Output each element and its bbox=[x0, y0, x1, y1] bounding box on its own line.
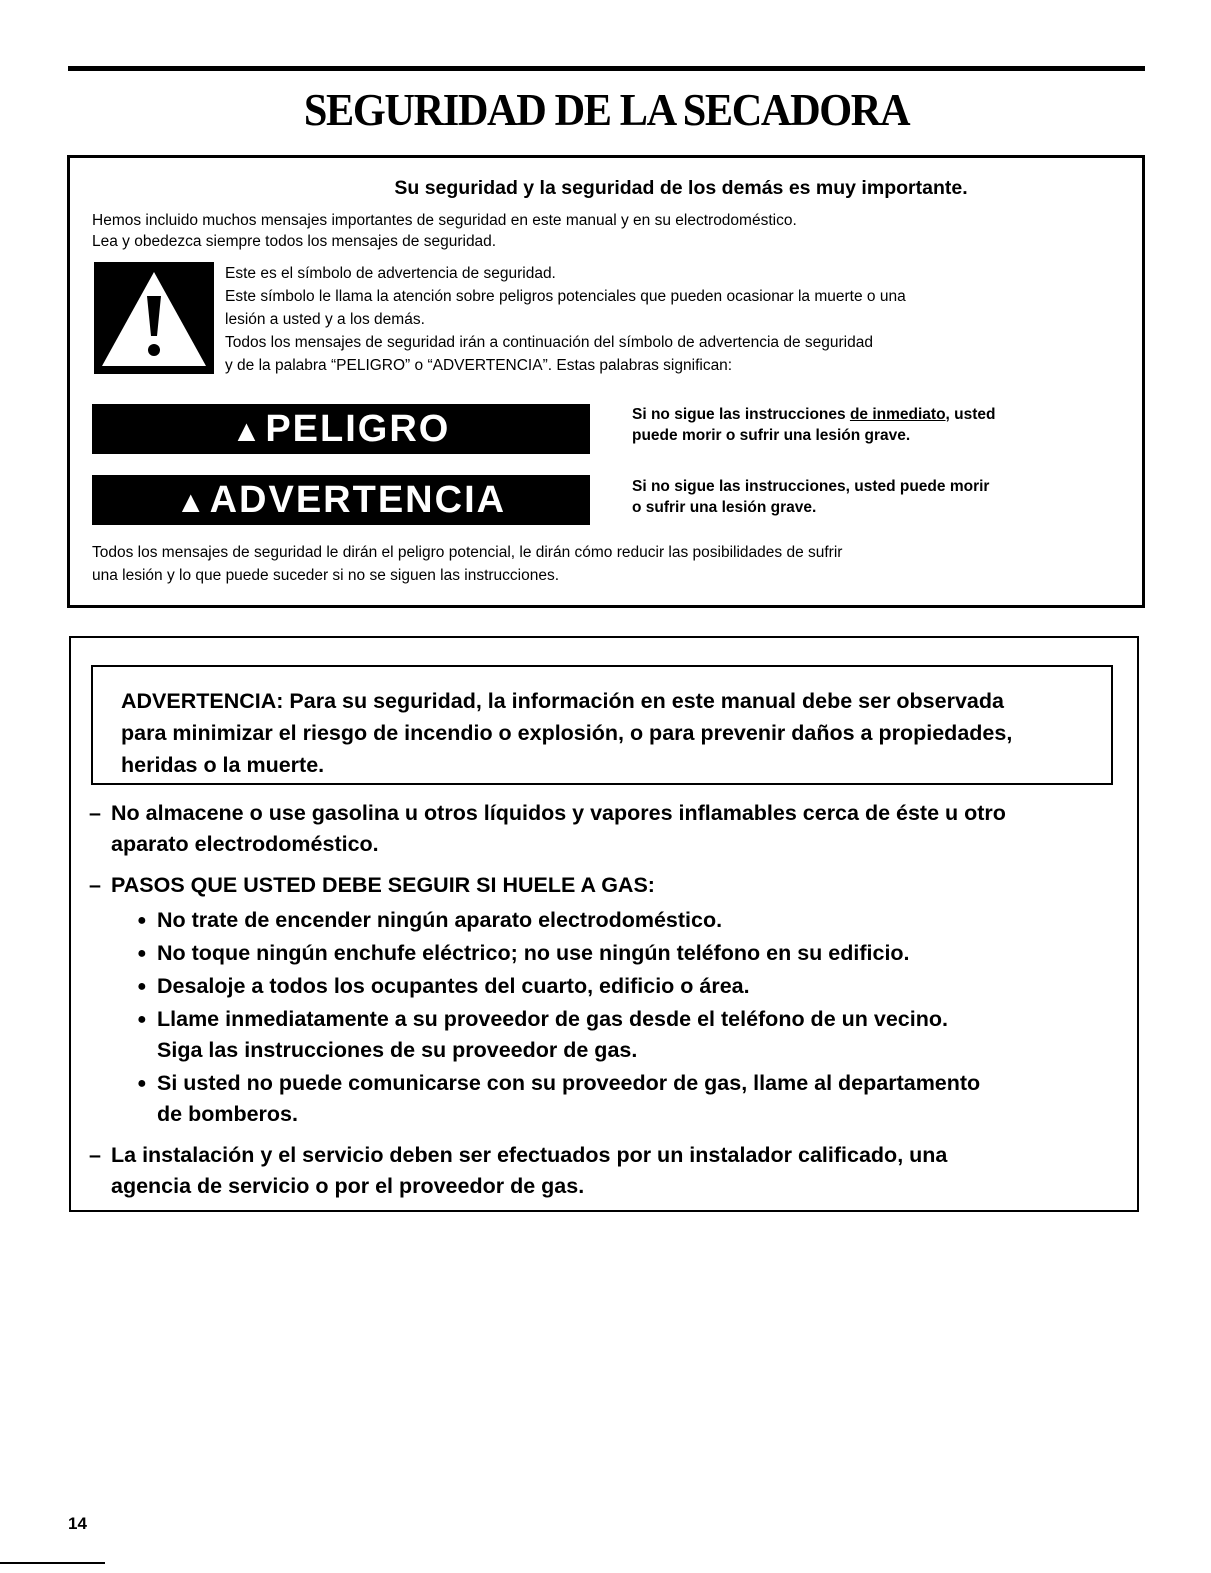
peligro-description bbox=[632, 404, 1112, 446]
peligro-signal-word bbox=[92, 404, 590, 454]
bullet-dot-icon: ● bbox=[137, 912, 147, 929]
dash-bullet: – bbox=[89, 801, 101, 825]
advertencia-desc-line: Si no sigue las instrucciones, usted puede morir bbox=[632, 478, 990, 495]
item-line: No almacene o use gasolina u otros líquidos y vapores inflamables cerca de éste u otro bbox=[111, 801, 1006, 825]
symbol-line: Este es el símbolo de advertencia de seguridad. bbox=[225, 265, 556, 282]
warning-triangle-icon: ▲ bbox=[175, 486, 206, 519]
bullet-dot-icon: ● bbox=[137, 945, 147, 962]
safety-footer bbox=[92, 541, 1112, 587]
gas-steps-list bbox=[111, 905, 1129, 1130]
gas-warning-box bbox=[69, 636, 1139, 1212]
safety-alert-icon bbox=[94, 262, 214, 374]
footer-line: una lesión y lo que puede suceder si no se siguen las instrucciones. bbox=[92, 567, 560, 584]
intro-line: Hemos incluido muchos mensajes importantes de seguridad en este manual y en su electrodoméstico. bbox=[92, 212, 797, 229]
step-line: No trate de encender ningún aparato electrodoméstico. bbox=[157, 908, 723, 932]
bullet-dot-icon: ● bbox=[137, 978, 147, 995]
list-item bbox=[135, 971, 1129, 1002]
peligro-desc-line: puede morir o sufrir una lesión grave. bbox=[632, 427, 911, 444]
intro-line: Lea y obedezca siempre todos los mensajes de seguridad. bbox=[92, 233, 497, 250]
step-line: Siga las instrucciones de su proveedor de gas. bbox=[157, 1038, 638, 1062]
safety-intro bbox=[92, 210, 797, 252]
list-item bbox=[89, 1140, 1129, 1202]
item-line: agencia de servicio o por el proveedor de gas. bbox=[111, 1174, 585, 1198]
gas-instructions-list bbox=[89, 798, 1129, 1212]
peligro-desc-line bbox=[632, 404, 1112, 425]
page-title: SEGURIDAD DE LA SECADORA bbox=[303, 84, 910, 135]
bottom-rule bbox=[0, 1562, 105, 1564]
peligro-desc-text: , usted bbox=[945, 406, 996, 423]
dash-bullet: – bbox=[89, 1143, 101, 1167]
advertencia-label: ADVERTENCIA bbox=[209, 479, 507, 521]
page-number: 14 bbox=[68, 1514, 87, 1533]
top-rule bbox=[68, 66, 1145, 71]
list-item bbox=[135, 1068, 1129, 1130]
item-line: aparato electrodoméstico. bbox=[111, 832, 379, 856]
step-line: Llame inmediatamente a su proveedor de gas desde el teléfono de un vecino. bbox=[157, 1007, 948, 1031]
step-line: Desaloje a todos los ocupantes del cuarto, edificio o área. bbox=[157, 974, 750, 998]
bullet-dot-icon: ● bbox=[137, 1075, 147, 1092]
list-item bbox=[89, 870, 1129, 1130]
warning-line: ADVERTENCIA: Para su seguridad, la información en este manual debe ser observada bbox=[121, 689, 1004, 713]
advertencia-description bbox=[632, 476, 1112, 518]
item-line: La instalación y el servicio deben ser efectuados por un instalador calificado, una bbox=[111, 1143, 948, 1167]
list-item bbox=[135, 1004, 1129, 1066]
item-line: PASOS QUE USTED DEBE SEGUIR SI HUELE A GAS: bbox=[111, 873, 655, 897]
gas-warning-statement bbox=[91, 665, 1113, 785]
symbol-line: Todos los mensajes de seguridad irán a continuación del símbolo de advertencia de seguridad bbox=[225, 334, 873, 351]
warning-triangle-icon: ▲ bbox=[231, 415, 262, 448]
list-item bbox=[135, 905, 1129, 936]
step-line: Si usted no puede comunicarse con su proveedor de gas, llame al departamento bbox=[157, 1071, 981, 1095]
bullet-dot-icon: ● bbox=[137, 1011, 147, 1028]
warning-line: heridas o la muerte. bbox=[121, 753, 325, 777]
symbol-line: y de la palabra “PELIGRO” o “ADVERTENCIA”. Estas palabras significan: bbox=[225, 357, 733, 374]
peligro-desc-text: Si no sigue las instrucciones bbox=[632, 406, 850, 423]
safety-box bbox=[67, 155, 1145, 608]
peligro-desc-underlined: de inmediato bbox=[849, 406, 946, 423]
safety-heading: Su seguridad y la seguridad de los demás es muy importante. bbox=[394, 177, 968, 199]
step-line: de bomberos. bbox=[157, 1102, 298, 1126]
dash-bullet: – bbox=[89, 873, 101, 897]
list-item bbox=[89, 798, 1129, 860]
symbol-line: Este símbolo le llama la atención sobre peligros potenciales que pueden ocasionar la muerte o una bbox=[225, 288, 906, 305]
symbol-line: lesión a usted y a los demás. bbox=[225, 311, 425, 328]
footer-line: Todos los mensajes de seguridad le dirán el peligro potencial, le dirán cómo reducir las posibilidades de sufrir bbox=[92, 544, 843, 561]
advertencia-signal-word bbox=[92, 475, 590, 525]
symbol-explanation bbox=[225, 262, 1125, 377]
peligro-label: PELIGRO bbox=[265, 408, 451, 450]
list-item bbox=[135, 938, 1129, 969]
advertencia-desc-line: o sufrir una lesión grave. bbox=[632, 499, 817, 516]
step-line: No toque ningún enchufe eléctrico; no use ningún teléfono en su edificio. bbox=[157, 941, 910, 965]
warning-line: para minimizar el riesgo de incendio o explosión, o para prevenir daños a propiedades, bbox=[121, 721, 1013, 745]
